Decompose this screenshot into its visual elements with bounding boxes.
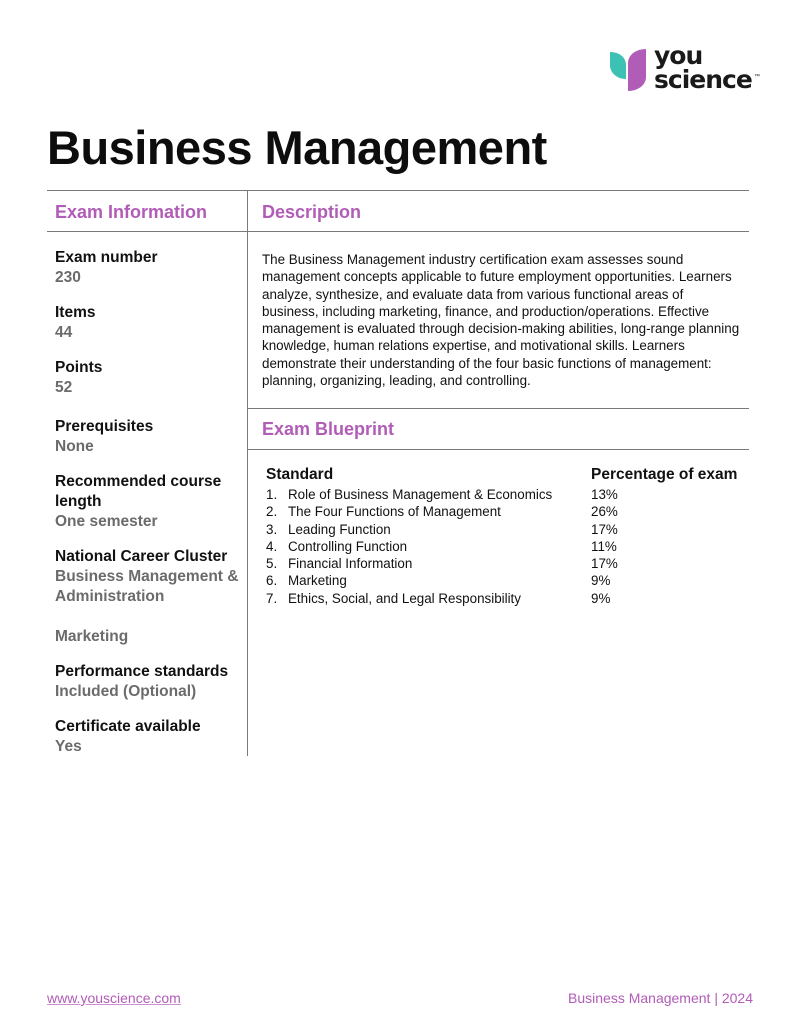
standard-name: The Four Functions of Management bbox=[288, 504, 501, 520]
info-value: Included (Optional) bbox=[55, 683, 197, 700]
blueprint-header-row bbox=[266, 466, 746, 486]
info-career-cluster bbox=[55, 547, 240, 647]
row-number: 2. bbox=[266, 504, 278, 520]
info-value: Marketing bbox=[55, 628, 129, 645]
row-number: 6. bbox=[266, 573, 278, 589]
info-items bbox=[55, 303, 240, 343]
leaf-logo-icon bbox=[609, 49, 647, 91]
column-divider bbox=[247, 190, 248, 756]
standard-name: Leading Function bbox=[288, 521, 391, 537]
info-course-length bbox=[55, 472, 240, 532]
info-label: Recommended course length bbox=[55, 473, 222, 510]
info-label: Points bbox=[55, 359, 103, 376]
standard-percentage: 13% bbox=[591, 487, 618, 502]
standard-percentage: 17% bbox=[591, 521, 618, 537]
table-row bbox=[266, 503, 746, 520]
info-value: None bbox=[55, 438, 94, 455]
blueprint-table bbox=[266, 466, 746, 607]
row-number: 3. bbox=[266, 521, 278, 537]
blueprint-header-divider bbox=[248, 449, 749, 450]
description-heading: Description bbox=[262, 202, 362, 222]
blueprint-top-divider bbox=[248, 408, 749, 409]
table-row bbox=[266, 572, 746, 589]
row-number: 1. bbox=[266, 487, 278, 502]
standard-name: Financial Information bbox=[288, 556, 413, 572]
info-value: Yes bbox=[55, 738, 82, 755]
trademark-symbol: ™ bbox=[754, 74, 760, 80]
description-text: The Business Management industry certification exam assesses sound management concepts applicable to future employment opportunities. Learners analyze, synthesize, and evaluate data from various functional areas of business, including marketing, finance, and production/operations. Effective management is evaluated through decision-making abilities, long-range planning knowledge, human relations expertise, and motivational skills. Learners demonstrate their understanding of the four basic functions of management: planning, organizing, leading, and controlling. bbox=[262, 252, 740, 389]
exam-information-heading: Exam Information bbox=[55, 202, 208, 222]
row-number: 5. bbox=[266, 556, 278, 572]
info-value: 52 bbox=[55, 379, 73, 396]
table-row bbox=[266, 521, 746, 538]
top-divider bbox=[47, 190, 749, 191]
info-label: National Career Cluster bbox=[55, 548, 228, 565]
column-header-percentage: Percentage of exam bbox=[591, 466, 738, 483]
info-label: Prerequisites bbox=[55, 418, 154, 435]
standard-percentage: 26% bbox=[591, 504, 618, 520]
youscience-logo bbox=[609, 41, 760, 96]
info-value: One semester bbox=[55, 513, 158, 530]
standard-name: Controlling Function bbox=[288, 538, 408, 554]
info-value: 44 bbox=[55, 324, 73, 341]
info-prerequisites bbox=[55, 417, 240, 457]
table-row bbox=[266, 486, 746, 503]
exam-blueprint-heading: Exam Blueprint bbox=[262, 419, 395, 439]
table-row bbox=[266, 590, 746, 607]
row-number: 7. bbox=[266, 590, 278, 606]
info-value: 230 bbox=[55, 269, 81, 286]
column-header-standard: Standard bbox=[266, 466, 334, 483]
standard-percentage: 9% bbox=[591, 590, 611, 606]
info-label: Performance standards bbox=[55, 663, 229, 680]
footer-document-label: Business Management | 2024 bbox=[568, 990, 753, 1006]
exam-information-list bbox=[55, 248, 240, 757]
info-label: Certificate available bbox=[55, 718, 201, 735]
info-points bbox=[55, 358, 240, 398]
standard-percentage: 17% bbox=[591, 556, 618, 572]
logo-wordmark bbox=[654, 41, 752, 94]
standard-percentage: 11% bbox=[591, 538, 617, 554]
info-performance-standards bbox=[55, 662, 240, 702]
standard-percentage: 9% bbox=[591, 573, 611, 589]
standard-name: Role of Business Management & Economics bbox=[288, 487, 553, 502]
logo-word-you: you bbox=[654, 41, 703, 70]
table-row bbox=[266, 555, 746, 572]
row-number: 4. bbox=[266, 538, 278, 554]
table-row bbox=[266, 538, 746, 555]
info-label: Exam number bbox=[55, 249, 158, 266]
website-link[interactable]: www.youscience.com bbox=[47, 990, 181, 1006]
header-divider bbox=[47, 231, 749, 232]
standard-name: Marketing bbox=[288, 573, 347, 589]
page-title: Business Management bbox=[47, 121, 547, 174]
info-label: Items bbox=[55, 304, 96, 321]
info-certificate bbox=[55, 717, 240, 757]
standard-name: Ethics, Social, and Legal Responsibility bbox=[288, 590, 521, 606]
logo-word-science: science bbox=[654, 65, 752, 94]
info-exam-number bbox=[55, 248, 240, 288]
info-value: Business Management & Administration bbox=[55, 568, 239, 605]
